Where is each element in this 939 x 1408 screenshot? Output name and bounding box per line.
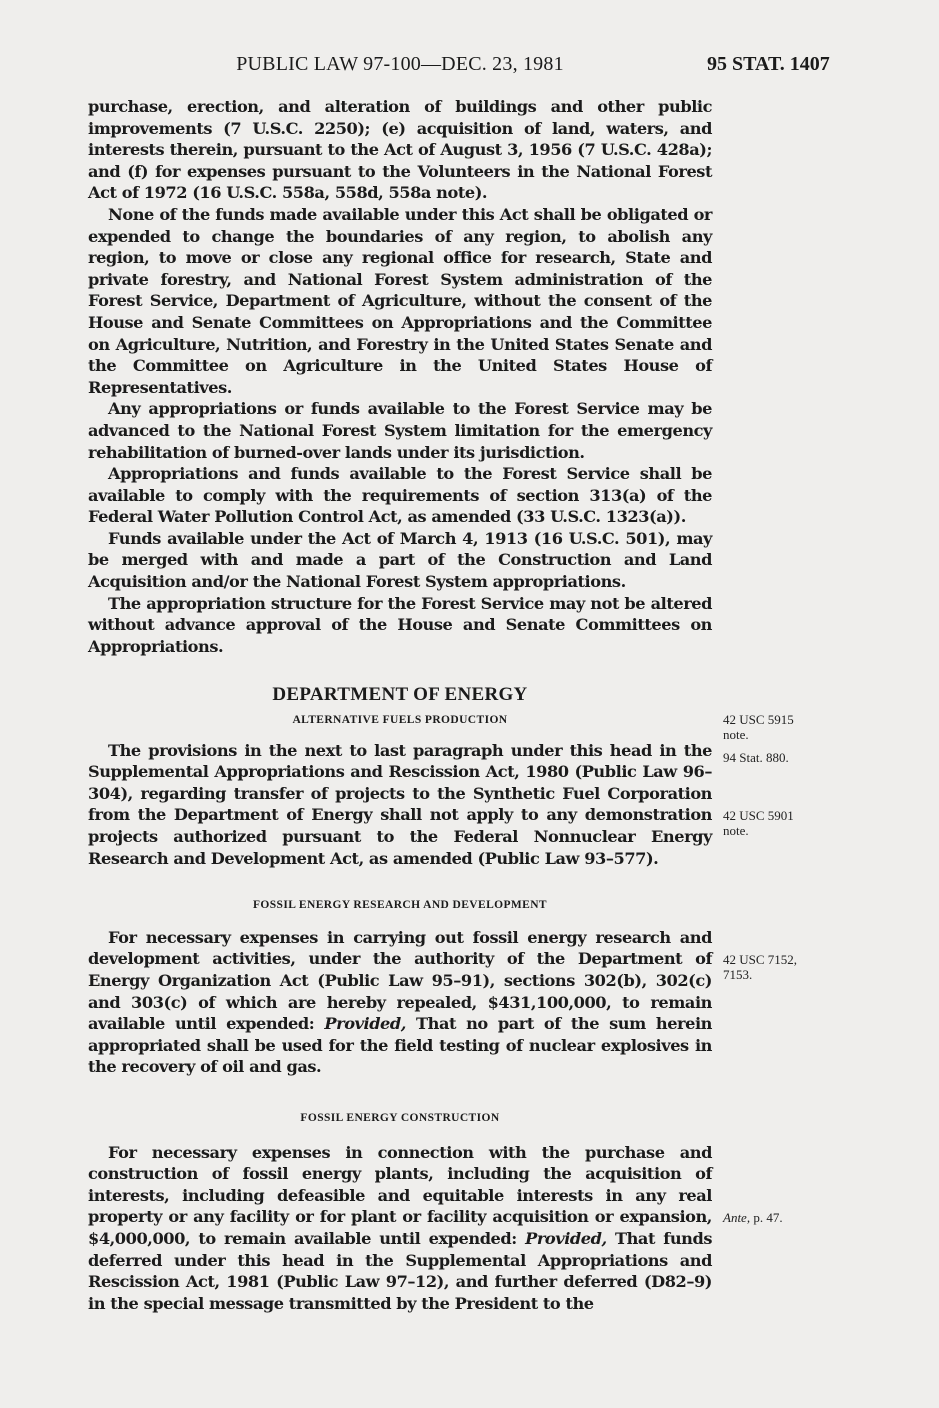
margin-note-italic: Ante, <box>723 1210 751 1225</box>
statute-page-reference: 95 STAT. 1407 <box>707 53 830 75</box>
margin-note-line: 42 USC 5915 <box>723 712 794 727</box>
running-head: PUBLIC LAW 97-100—DEC. 23, 1981 <box>236 53 564 75</box>
fossil-research-text: For necessary expenses in carrying out fossil energy research and development activities, under the authority of the Department of Energy Organization Act (Public Law 95–91), sections 302(b), 302(c) and 303(c) of which are hereby repealed, $431,100,000, to remain available until expended: <box>88 927 712 1034</box>
paragraph-alternative-fuels: The provisions in the next to last paragraph under this head in the Supplemental Appropriations and Rescission Act, 1980 (Public Law 96–304), regarding transfer of projects to the Synthetic Fuel Corporation from the Department of Energy shall not apply to any demonstration projects authorized pursuant to the Federal Nonnuclear Energy Research and Development Act, as amended (Public Law 93–577). <box>88 740 712 868</box>
margin-note-line: 7153. <box>723 967 753 982</box>
paragraph-emergency-rehabilitation: Any appropriations or funds available to the Forest Service may be advanced to the National Forest System limitation for the emergency rehabilitation of burned-over lands under its jurisdiction. <box>88 399 712 462</box>
paragraph-continuation: purchase, erection, and alteration of buildings and other public improvements (7 U.S.C. 2250); (e) acquisition of land, waters, and interests therein, pursuant to the Act of August 3, 1956 (7 U.S.C. 428a); and (f) for expenses pursuant to the Volunteers in the National Forest Act of 1972 (16 U.S.C. 558a, 558d, 558a note). <box>88 97 712 203</box>
margin-note-line: 42 USC 7152, <box>723 952 798 967</box>
fossil-construction-text-cont: That funds deferred under this head in the Supplemental Appropriations and Rescission Act, 1981 (Public Law 97–12), and further deferred (D82–9) in the special message transmitted by the President to the <box>88 1228 712 1313</box>
margin-note-ante-p47 <box>723 1210 783 1225</box>
subheading-fossil-construction: FOSSIL ENERGY CONSTRUCTION <box>300 1111 500 1124</box>
margin-note-42usc7152 <box>723 952 797 982</box>
department-heading: DEPARTMENT OF ENERGY <box>272 684 528 706</box>
body-text <box>88 96 712 1314</box>
fossil-research-text-cont: That no part of the sum herein appropriated shall be used for the field testing of nuclear explosives in the recovery of oil and gas. <box>88 1014 712 1077</box>
margin-note-line: 42 USC 5901 <box>723 808 794 823</box>
margin-note-42usc5915 <box>723 712 794 742</box>
subheading-fossil-research: FOSSIL ENERGY RESEARCH AND DEVELOPMENT <box>252 899 548 912</box>
margin-note-94stat880: 94 Stat. 880. <box>723 750 789 765</box>
proviso-term: Provided, <box>324 1014 406 1034</box>
paragraph-region-boundaries: None of the funds made available under this Act shall be obligated or expended to change the boundaries of any region, to abolish any region, to move or close any regional office for research, State and private forestry, and National Forest System administration of the Forest Service, Department of Agriculture, without the consent of the House and Senate Committees on Appropriations and the Committee on Agriculture, Nutrition, and Forestry in the United States Senate and the Committee on Agriculture in the United States House of Representatives. <box>88 204 712 397</box>
paragraph-fossil-research <box>88 927 712 1078</box>
margin-note-42usc5901 <box>723 808 794 838</box>
paragraph-merged-funds: Funds available under the Act of March 4, 1913 (16 U.S.C. 501), may be merged with and made a part of the Construction and Land Acquisition and/or the National Forest System appropriations. <box>88 528 712 592</box>
proviso-term: Provided, <box>525 1228 607 1248</box>
margin-note-rest: p. 47. <box>750 1210 783 1225</box>
paragraph-water-pollution: Appropriations and funds available to the Forest Service shall be available to comply with the requirements of section 313(a) of the Federal Water Pollution Control Act, as amended (33 U.S.C. 1323(a)). <box>88 464 712 527</box>
paragraph-fossil-construction <box>88 1142 712 1315</box>
subheading-alternative-fuels: ALTERNATIVE FUELS PRODUCTION <box>292 714 508 727</box>
paragraph-appropriation-structure: The appropriation structure for the Forest Service may not be altered without advance approval of the House and Senate Committees on Appropriations. <box>88 593 712 656</box>
fossil-construction-text: For necessary expenses in connection with the purchase and construction of fossil energy plants, including the acquisition of interests, including defeasible and equitable interests in any real property or any facility or for plant or facility acquisition or expansion, $4,000,000, to remain available until expended: <box>88 1142 712 1248</box>
margin-note-line: note. <box>723 727 749 742</box>
margin-note-line: note. <box>723 823 749 838</box>
